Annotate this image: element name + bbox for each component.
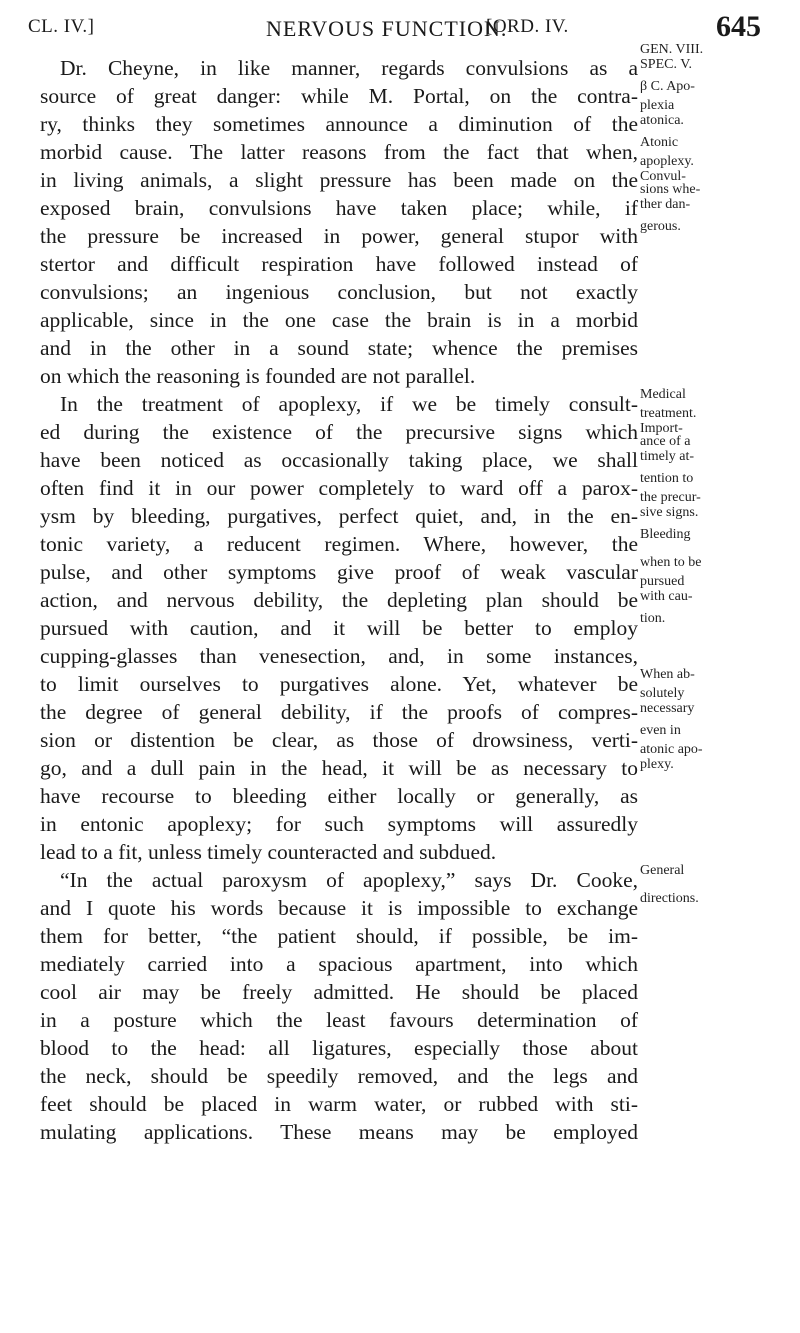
marginal-note-line: apoplexy. — [640, 154, 694, 169]
line-text: cool air may be freely admitted. He should be placed — [40, 980, 638, 1004]
marginal-note-line: when to be — [640, 555, 702, 570]
text-line — [40, 490, 740, 530]
running-head-title: NERVOUS FUNCTION. — [266, 16, 508, 41]
marginal-note-line: necessary — [640, 701, 695, 716]
line-text: mulating applications. These means may be employed — [40, 1120, 638, 1144]
line-text: Dr. Cheyne, in like manner, regards convulsions as a — [60, 56, 638, 80]
text-line — [40, 362, 740, 390]
line-text: ysm by bleeding, purgatives, perfect quiet, and, in the en- — [40, 504, 638, 528]
text-line — [40, 406, 740, 446]
marginal-note-line: Bleeding — [640, 527, 691, 542]
marginal-note — [640, 490, 800, 520]
line-text: the neck, should be speedily removed, and the legs and — [40, 1064, 638, 1088]
body-text — [40, 42, 740, 1146]
line-text: the degree of general debility, if the proofs of compres- — [40, 700, 638, 724]
marginal-note-line: atonica. — [640, 113, 684, 128]
marginal-note — [640, 434, 800, 464]
marginal-note — [640, 527, 800, 542]
line-text: in a posture which the least favours determination of — [40, 1008, 638, 1032]
page-number: 645 — [716, 10, 761, 43]
marginal-note — [640, 79, 800, 94]
marginal-note-line: directions. — [640, 891, 699, 906]
text-line — [40, 182, 740, 222]
marginal-note-line: sive signs. — [640, 505, 699, 520]
running-head-class: CL. IV.] — [28, 16, 95, 37]
marginal-note — [640, 723, 800, 738]
line-text: In the treatment of apoplexy, if we be timely consult- — [60, 392, 638, 416]
marginal-note — [640, 891, 800, 906]
marginal-note — [640, 135, 800, 150]
text-line — [40, 306, 740, 334]
marginal-note-line: SPEC. V. — [640, 57, 693, 72]
text-line — [40, 434, 740, 474]
text-line — [40, 1118, 740, 1146]
text-line — [40, 135, 740, 166]
text-line — [40, 219, 740, 250]
text-line — [40, 1062, 740, 1090]
line-text: in living animals, a slight pressure has been made on the — [40, 168, 638, 192]
line-text: feet should be placed in warm water, or rubbed with sti- — [40, 1092, 638, 1116]
text-line — [40, 555, 740, 586]
marginal-note — [640, 555, 800, 570]
marginal-note-line: GEN. VIII. — [640, 42, 704, 57]
line-text: on which the reasoning is founded are not parallel. — [40, 364, 476, 388]
marginal-note-line: with cau- — [640, 589, 693, 604]
text-line — [40, 471, 740, 502]
text-line — [40, 278, 740, 306]
line-text: exposed brain, convulsions have taken place; while, if — [40, 196, 638, 220]
marginal-note-line: ance of a — [640, 434, 691, 449]
marginal-note — [640, 154, 800, 184]
line-text: go, and a dull pain in the head, it will be as necessary to — [40, 756, 638, 780]
marginal-note-line: plexy. — [640, 757, 674, 772]
text-line — [40, 574, 740, 614]
marginal-note-line: timely at- — [640, 449, 695, 464]
line-text: pulse, and other symptoms give proof of weak vascular — [40, 560, 638, 584]
line-text: convulsions; an ingenious conclusion, but not exactly — [40, 280, 638, 304]
line-text: morbid cause. The latter reasons from the fact that when, — [40, 140, 638, 164]
text-line — [40, 667, 740, 698]
text-line — [40, 838, 740, 866]
text-line — [40, 334, 740, 362]
marginal-note-line: even in — [640, 723, 681, 738]
line-text: action, and nervous debility, the depleting plan should be — [40, 588, 638, 612]
marginal-note-line: β C. Apo- — [640, 79, 695, 94]
text-line — [40, 891, 740, 922]
line-text: applicable, since in the one case the brain is in a morbid — [40, 308, 638, 332]
marginal-note-line: atonic apo- — [640, 742, 703, 757]
line-text: have recourse to bleeding either locally or generally, as — [40, 784, 638, 808]
marginal-note-line: Convul- — [640, 169, 686, 184]
marginal-note-line: When ab- — [640, 667, 695, 682]
marginal-note-line: Atonic — [640, 135, 679, 150]
marginal-note — [640, 686, 800, 716]
marginal-note-line: General — [640, 863, 685, 878]
marginal-note — [640, 182, 800, 212]
text-line — [40, 98, 740, 138]
marginal-note — [640, 574, 800, 604]
line-text: ed during the existence of the precursive signs which — [40, 420, 638, 444]
marginal-note-line: tion. — [640, 611, 666, 626]
marginal-note-line: solutely — [640, 686, 685, 701]
text-line — [40, 250, 740, 278]
line-text: to limit ourselves to purgatives alone. Yet, whatever be — [40, 672, 638, 696]
marginal-note-line: treatment. — [640, 406, 697, 421]
marginal-note-line: tention to — [640, 471, 694, 486]
line-text: ry, thinks they sometimes announce a diminution of the — [40, 112, 638, 136]
marginal-note — [640, 471, 800, 486]
text-line — [40, 1034, 740, 1062]
marginal-note — [640, 863, 800, 878]
text-line — [40, 642, 740, 670]
line-text: blood to the head: all ligatures, especially those about — [40, 1036, 638, 1060]
text-line — [40, 387, 740, 418]
marginal-note-line: sions whe- — [640, 182, 701, 197]
marginal-note — [640, 406, 800, 436]
text-line — [40, 154, 740, 194]
line-text: the pressure be increased in power, general stupor with — [40, 224, 638, 248]
line-text: pursued with caution, and it will be better to employ — [40, 616, 638, 640]
text-line — [40, 810, 740, 838]
text-line — [40, 742, 740, 782]
line-text: “In the actual paroxysm of apoplexy,” says Dr. Cooke, — [60, 868, 638, 892]
text-line — [40, 922, 740, 950]
line-text: mediately carried into a spacious apartment, into which — [40, 952, 638, 976]
line-text: sion or distention be clear, as those of drowsiness, verti- — [40, 728, 638, 752]
text-line — [40, 1006, 740, 1034]
line-text: stertor and difficult respiration have followed instead of — [40, 252, 638, 276]
line-text: them for better, “the patient should, if possible, be im- — [40, 924, 638, 948]
marginal-note-line: ther dan- — [640, 197, 691, 212]
text-line — [40, 723, 740, 754]
text-line — [40, 950, 740, 978]
line-text: lead to a fit, unless timely counteracted and subdued. — [40, 840, 497, 864]
line-text: in entonic apoplexy; for such symptoms will assuredly — [40, 812, 638, 836]
line-text: often find it in our power completely to ward off a parox- — [40, 476, 638, 500]
marginal-note — [640, 42, 800, 72]
marginal-note — [640, 611, 800, 626]
running-head-order: [ORD. IV. — [486, 16, 569, 37]
line-text: tonic variety, a reducent regimen. Where, however, the — [40, 532, 638, 556]
marginal-note — [640, 667, 800, 682]
line-text: and in the other in a sound state; whence the premises — [40, 336, 638, 360]
text-line — [40, 79, 740, 110]
line-text: source of great danger: while M. Portal, on the contra- — [40, 84, 638, 108]
marginal-note-line: pursued — [640, 574, 685, 589]
text-line — [40, 527, 740, 558]
marginal-note — [640, 742, 800, 772]
text-line — [40, 863, 740, 894]
line-text: and I quote his words because it is impossible to exchange — [40, 896, 638, 920]
marginal-note — [640, 98, 800, 128]
text-line — [40, 978, 740, 1006]
marginal-note — [640, 219, 800, 234]
marginal-note-line: plexia — [640, 98, 675, 113]
line-text: have been noticed as occasionally taking place, we shall — [40, 448, 638, 472]
text-line — [40, 782, 740, 810]
text-line — [40, 1090, 740, 1118]
text-line — [40, 42, 740, 82]
text-line — [40, 611, 740, 642]
marginal-note-line: the precur- — [640, 490, 701, 505]
text-line — [40, 686, 740, 726]
marginal-note-line: Medical — [640, 387, 686, 402]
marginal-note-line: Import- — [640, 421, 683, 436]
marginal-note — [640, 387, 800, 402]
line-text: cupping-glasses than venesection, and, in some instances, — [40, 644, 638, 668]
marginal-note-line: gerous. — [640, 219, 681, 234]
